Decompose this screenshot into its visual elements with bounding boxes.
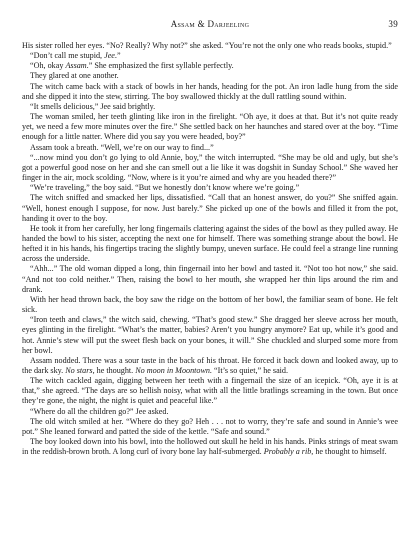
paragraph: “We’re traveling,” the boy said. “But we honestly don’t know where we’re going.” — [30, 183, 300, 193]
paragraph: The witch came back with a stack of bowls in her hands, heading for the pot. An iron ladle hung from the side and she dipped it into the stew, stirring. The boy swallowed thickly at the dull rattling sound within. — [22, 81, 398, 101]
page-number: 39 — [388, 19, 398, 29]
running-title: Assam & Darjeeling — [170, 19, 250, 29]
paragraph: His sister rolled her eyes. “No? Really? Why not?” she asked. “You’re not the only one who reads books, stupid.” — [22, 41, 392, 50]
paragraph: The witch cackled again, digging between her teeth with a fingernail the size of an icepick. “Oh, aye it is at that,” she agreed. “The days are so hellish noisy, what with all the little bratlings screaming in the town. But once they’re gone, the night, the night is quiet and peaceful like.” — [22, 376, 398, 406]
paragraph: “Oh, okay Assam.” She emphasized the first syllable perfectly. — [30, 61, 234, 71]
paragraph: The woman smiled, her teeth glinting like iron in the firelight. “Oh aye, it does at that. But it’s not quite ready yet, we need a few more minutes over the fire.” She settled back on her haunches and stared over at the boy. “Time enough for a little natter. Where did you say you were headed, boy?” — [22, 112, 398, 142]
paragraph: The old witch smiled at her. “Where do they go? Heh . . . not to worry, they’re safe and sound in Annie’s wee pot.” She leaned forward and patted the side of the kettle. “Safe and sound.” — [22, 416, 398, 436]
paragraph: The boy looked down into his bowl, into the hollowed out skull he held in his hands. Pinks strings of meat swam in the reddish-brown broth. A long curl of ivory bone lay half-submerged. Probably a rib, he thought to himself. — [22, 437, 398, 457]
paragraph: The witch sniffed and smacked her lips, dissatisfied. “Call that an honest answer, do you?” She sniffed again. “Well, honest enough I suppose, for now. Just barely.” She picked up one of the bowls and filled it from the pot, handing it over to the boy. — [22, 193, 398, 223]
body-text — [22, 41, 398, 457]
paragraph: “...now mind you don’t go lying to old Annie, boy,” the witch interrupted. “She may be old and ugly, but she’s got a powerful good nose on her and she can smell out a lie like it was dogshit in Sunday School.” She waved her finger in the air, mock scolding. “Now, where is it you’re aimed and why are you headed there?” — [22, 152, 398, 183]
paragraph: “Don’t call me stupid, Jee.” — [30, 51, 121, 61]
paragraph: “Where do all the children go?” Jee asked. — [30, 406, 169, 416]
paragraph: They glared at one another. — [30, 71, 119, 81]
paragraph: “It smells delicious,” Jee said brightly. — [30, 101, 156, 111]
running-header — [22, 17, 398, 37]
paragraph: “Iron teeth and claws,” the witch said, chewing. “That’s good stew.” She dragged her sleeve across her mouth, eyes glinting in the firelight. “What’s the matter, babies? Aren’t you hungry anymore? Eat up, while it’s good and hot. Annie’s stew will put the sweet flesh back on your bones, it will.” She chuckled and slurped some more from her bowl. — [22, 315, 398, 355]
paragraph: Assam nodded. There was a sour taste in the back of his throat. He forced it back down and looked away, up to the dark sky. No stars, he thought. No moon in Moontown. “It’s so quiet,” he said. — [22, 355, 398, 375]
paragraph: Assam took a breath. “Well, we’re on our way to find...” — [30, 142, 214, 152]
paragraph: He took it from her carefully, her long fingernails clattering against the sides of the bowl as they pulled away. He handed the bowl to his sister, accepting the next one for himself. There was something strange about the bowl. He hefted it in his hands, his fingertips tracing the slightly bumpy, uneven surface. He could feel a strange line running across the underside. — [22, 223, 398, 264]
paragraph: “Ahh...” The old woman dipped a long, thin fingernail into her bowl and tasted it. “Not too hot now,” she said. “And not too cold neither.” Then, raising the bowl to her mouth, she wrapped her thin lips around the rim and drank. — [22, 264, 398, 294]
paragraph: With her head thrown back, the boy saw the ridge on the bottom of her bowl, the familiar seam of bone. He felt sick. — [22, 294, 398, 315]
